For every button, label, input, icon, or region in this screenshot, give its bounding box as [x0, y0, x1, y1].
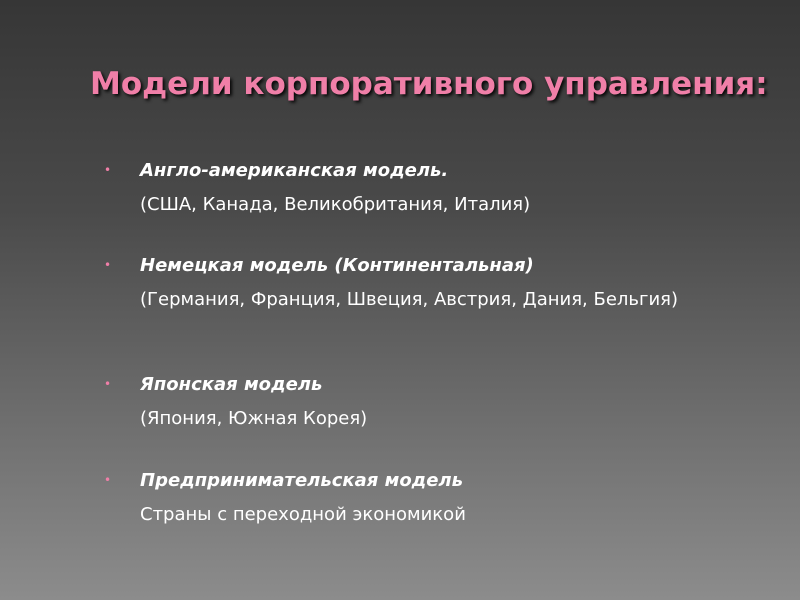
list-item-detail: (США, Канада, Великобритания, Италия)	[140, 194, 531, 215]
list-item-detail: Страны с переходной экономикой	[140, 504, 466, 525]
bullet-icon: •	[104, 377, 112, 391]
list-item-heading: Англо-американская модель.	[140, 160, 449, 181]
list-item-heading: Японская модель	[140, 374, 323, 395]
bullet-icon: •	[104, 473, 112, 487]
list-item-detail: (Германия, Франция, Швеция, Австрия, Дания, Бельгия)	[140, 289, 679, 310]
list-item-heading: Предпринимательская модель	[140, 470, 463, 491]
slide-title: Модели корпоративного управления:	[90, 66, 768, 102]
list-item-detail: (Япония, Южная Корея)	[140, 408, 368, 429]
bullet-icon: •	[104, 258, 112, 272]
list-item-heading: Немецкая модель (Континентальная)	[140, 255, 534, 276]
bullet-icon: •	[104, 163, 112, 177]
